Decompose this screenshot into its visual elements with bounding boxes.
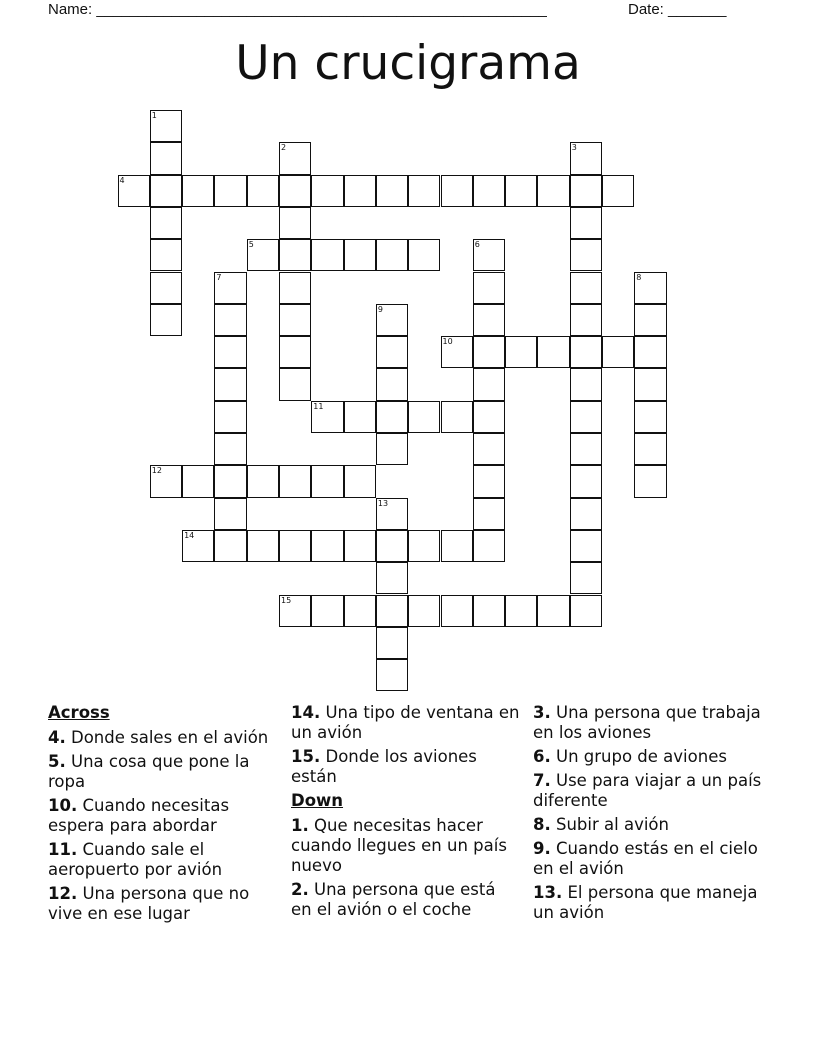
grid-cell[interactable]: [376, 659, 408, 691]
grid-cell[interactable]: [279, 336, 311, 368]
grid-cell[interactable]: [537, 175, 569, 207]
clue-text: Un grupo de aviones: [556, 747, 727, 766]
grid-cell[interactable]: [279, 304, 311, 336]
grid-cell[interactable]: [376, 304, 408, 336]
grid-cell[interactable]: [570, 595, 602, 627]
grid-cell[interactable]: [376, 595, 408, 627]
down-heading: Down: [291, 791, 344, 810]
grid-cell[interactable]: [376, 562, 408, 594]
grid-cell[interactable]: [344, 465, 376, 497]
across-clue: [291, 703, 521, 743]
across-heading: Across: [48, 703, 110, 722]
across-clue: [48, 796, 278, 836]
down-clue: [533, 703, 763, 743]
date-field-label: Date: _______: [628, 1, 727, 18]
grid-cell[interactable]: [214, 401, 246, 433]
across-clue: [48, 884, 278, 924]
grid-cell[interactable]: [634, 401, 666, 433]
clue-text: El persona que maneja un avión: [533, 883, 758, 922]
grid-cell[interactable]: [214, 465, 246, 497]
grid-cell[interactable]: [214, 368, 246, 400]
clue-number: 7.: [533, 771, 551, 790]
grid-cell[interactable]: [473, 498, 505, 530]
clue-number: 6.: [533, 747, 551, 766]
grid-cell[interactable]: [344, 401, 376, 433]
clue-text: Donde sales en el avión: [71, 728, 269, 747]
grid-cell[interactable]: [150, 272, 182, 304]
grid-cell[interactable]: [634, 465, 666, 497]
grid-cell[interactable]: [634, 336, 666, 368]
grid-cell[interactable]: [150, 110, 182, 142]
grid-cell[interactable]: [150, 142, 182, 174]
clue-text: Use para viajar a un país diferente: [533, 771, 762, 810]
grid-cell[interactable]: [344, 175, 376, 207]
grid-cell[interactable]: [602, 336, 634, 368]
clue-column-2: [291, 703, 521, 924]
clue-column-3: [533, 703, 763, 927]
grid-cell[interactable]: [214, 272, 246, 304]
clue-text: Una persona que no vive en ese lugar: [48, 884, 250, 923]
grid-cell[interactable]: [376, 239, 408, 271]
clue-text: Subir al avión: [556, 815, 669, 834]
grid-cell[interactable]: [570, 142, 602, 174]
grid-cell[interactable]: [344, 239, 376, 271]
grid-cell[interactable]: [150, 239, 182, 271]
clue-number: 3.: [533, 703, 551, 722]
down-clue: [533, 883, 763, 923]
grid-cell[interactable]: [473, 336, 505, 368]
grid-cell[interactable]: [279, 465, 311, 497]
grid-cell[interactable]: [570, 336, 602, 368]
grid-cell[interactable]: [408, 175, 440, 207]
grid-cell[interactable]: [473, 368, 505, 400]
grid-cell[interactable]: [150, 304, 182, 336]
grid-cell[interactable]: [441, 595, 473, 627]
clue-number: 4.: [48, 728, 66, 747]
grid-cell[interactable]: [182, 465, 214, 497]
down-clue: [533, 747, 763, 767]
grid-cell[interactable]: [311, 595, 343, 627]
cell-number: 10: [442, 337, 453, 347]
grid-cell[interactable]: [214, 304, 246, 336]
grid-cell[interactable]: [570, 368, 602, 400]
grid-cell[interactable]: [570, 304, 602, 336]
clue-text: Cuando estás en el cielo en el avión: [533, 839, 758, 878]
grid-cell[interactable]: [376, 368, 408, 400]
clue-text: Cuando sale el aeropuerto por avión: [48, 840, 223, 879]
cell-number: 5: [248, 240, 254, 250]
grid-cell[interactable]: [376, 433, 408, 465]
grid-cell[interactable]: [118, 175, 150, 207]
clue-number: 1.: [291, 816, 309, 835]
grid-cell[interactable]: [441, 175, 473, 207]
down-clue: [533, 815, 763, 835]
cell-number: 4: [119, 175, 125, 185]
grid-cell[interactable]: [441, 336, 473, 368]
grid-cell[interactable]: [570, 530, 602, 562]
grid-cell[interactable]: [344, 595, 376, 627]
cell-number: 8: [636, 272, 642, 282]
clue-number: 15.: [291, 747, 321, 766]
clue-text: Que necesitas hacer cuando llegues en un país nuevo: [291, 816, 507, 875]
grid-cell[interactable]: [570, 562, 602, 594]
grid-cell[interactable]: [473, 465, 505, 497]
grid-cell[interactable]: [247, 530, 279, 562]
grid-cell[interactable]: [408, 530, 440, 562]
clue-number: 5.: [48, 752, 66, 771]
grid-cell[interactable]: [473, 304, 505, 336]
grid-cell[interactable]: [634, 304, 666, 336]
clue-text: Cuando necesitas espera para abordar: [48, 796, 230, 835]
cell-number: 12: [151, 466, 162, 476]
grid-cell[interactable]: [408, 239, 440, 271]
grid-cell[interactable]: [473, 175, 505, 207]
clue-number: 11.: [48, 840, 78, 859]
grid-cell[interactable]: [634, 433, 666, 465]
grid-cell[interactable]: [214, 175, 246, 207]
grid-cell[interactable]: [214, 530, 246, 562]
grid-cell[interactable]: [150, 207, 182, 239]
down-clue: [291, 816, 521, 876]
grid-cell[interactable]: [150, 465, 182, 497]
cell-number: 1: [151, 111, 157, 120]
grid-cell[interactable]: [473, 239, 505, 271]
grid-cell[interactable]: [247, 175, 279, 207]
grid-cell[interactable]: [311, 530, 343, 562]
grid-cell[interactable]: [570, 207, 602, 239]
grid-cell[interactable]: [279, 530, 311, 562]
grid-cell[interactable]: [473, 595, 505, 627]
grid-cell[interactable]: [634, 272, 666, 304]
grid-cell[interactable]: [376, 175, 408, 207]
cell-number: 6: [474, 240, 480, 250]
grid-cell[interactable]: [537, 595, 569, 627]
clue-number: 14.: [291, 703, 321, 722]
cell-number: 11: [313, 401, 324, 411]
grid-cell[interactable]: [602, 175, 634, 207]
across-clue: [48, 752, 278, 792]
grid-cell[interactable]: [279, 272, 311, 304]
grid-cell[interactable]: [441, 530, 473, 562]
grid-cell[interactable]: [376, 627, 408, 659]
cell-number: 3: [571, 143, 577, 153]
grid-cell[interactable]: [247, 239, 279, 271]
grid-cell[interactable]: [505, 336, 537, 368]
grid-cell[interactable]: [376, 401, 408, 433]
grid-cell[interactable]: [279, 175, 311, 207]
grid-cell[interactable]: [473, 433, 505, 465]
grid-cell[interactable]: [279, 239, 311, 271]
cell-number: 7: [216, 272, 222, 282]
grid-cell[interactable]: [634, 368, 666, 400]
across-clue: [291, 747, 521, 787]
clue-column-1: [48, 703, 278, 928]
grid-cell[interactable]: [376, 530, 408, 562]
down-clue: [533, 839, 763, 879]
down-clue: [533, 771, 763, 811]
grid-cell[interactable]: [182, 175, 214, 207]
clue-number: 10.: [48, 796, 78, 815]
grid-cell[interactable]: [182, 530, 214, 562]
clue-number: 8.: [533, 815, 551, 834]
grid-cell[interactable]: [344, 530, 376, 562]
grid-cell[interactable]: [473, 530, 505, 562]
name-field-label: Name: ______________________________________________________: [48, 1, 547, 18]
grid-cell[interactable]: [150, 175, 182, 207]
cell-number: 9: [377, 304, 383, 314]
clue-text: Una persona que trabaja en los aviones: [533, 703, 761, 742]
grid-cell[interactable]: [214, 336, 246, 368]
grid-cell[interactable]: [570, 433, 602, 465]
grid-cell[interactable]: [311, 239, 343, 271]
grid-cell[interactable]: [214, 433, 246, 465]
clue-text: Una persona que está en el avión o el coche: [291, 880, 496, 919]
cell-number: 13: [377, 498, 389, 508]
grid-cell[interactable]: [473, 401, 505, 433]
clue-number: 13.: [533, 883, 563, 902]
grid-cell[interactable]: [570, 272, 602, 304]
grid-cell[interactable]: [408, 595, 440, 627]
grid-cell[interactable]: [214, 498, 246, 530]
grid-cell[interactable]: [279, 207, 311, 239]
grid-cell[interactable]: [537, 336, 569, 368]
grid-cell[interactable]: [247, 465, 279, 497]
grid-cell[interactable]: [570, 498, 602, 530]
clue-text: Una cosa que pone la ropa: [48, 752, 250, 791]
cell-number: 15: [281, 595, 292, 605]
grid-cell[interactable]: [279, 595, 311, 627]
grid-cell[interactable]: [570, 175, 602, 207]
grid-cell[interactable]: [279, 368, 311, 400]
clue-text: Donde los aviones están: [291, 747, 477, 786]
page-title: Un crucigrama: [235, 36, 581, 91]
across-clue: [48, 728, 278, 748]
grid-cell[interactable]: [473, 272, 505, 304]
grid-cell[interactable]: [570, 465, 602, 497]
grid-cell[interactable]: [376, 336, 408, 368]
grid-cell[interactable]: [505, 595, 537, 627]
grid-cell[interactable]: [505, 175, 537, 207]
clue-text: Una tipo de ventana en un avión: [291, 703, 520, 742]
clue-number: 2.: [291, 880, 309, 899]
grid-cell[interactable]: [311, 465, 343, 497]
clue-number: 9.: [533, 839, 551, 858]
clue-number: 12.: [48, 884, 78, 903]
grid-cell[interactable]: [311, 175, 343, 207]
grid-cell[interactable]: [279, 142, 311, 174]
down-clue: [291, 880, 521, 920]
grid-cell[interactable]: [311, 401, 343, 433]
cell-number: 2: [281, 143, 287, 153]
grid-cell[interactable]: [408, 401, 440, 433]
grid-cell[interactable]: [376, 498, 408, 530]
grid-cell[interactable]: [570, 239, 602, 271]
cell-number: 14: [184, 530, 195, 540]
grid-cell[interactable]: [570, 401, 602, 433]
grid-cell[interactable]: [441, 401, 473, 433]
across-clue: [48, 840, 278, 880]
